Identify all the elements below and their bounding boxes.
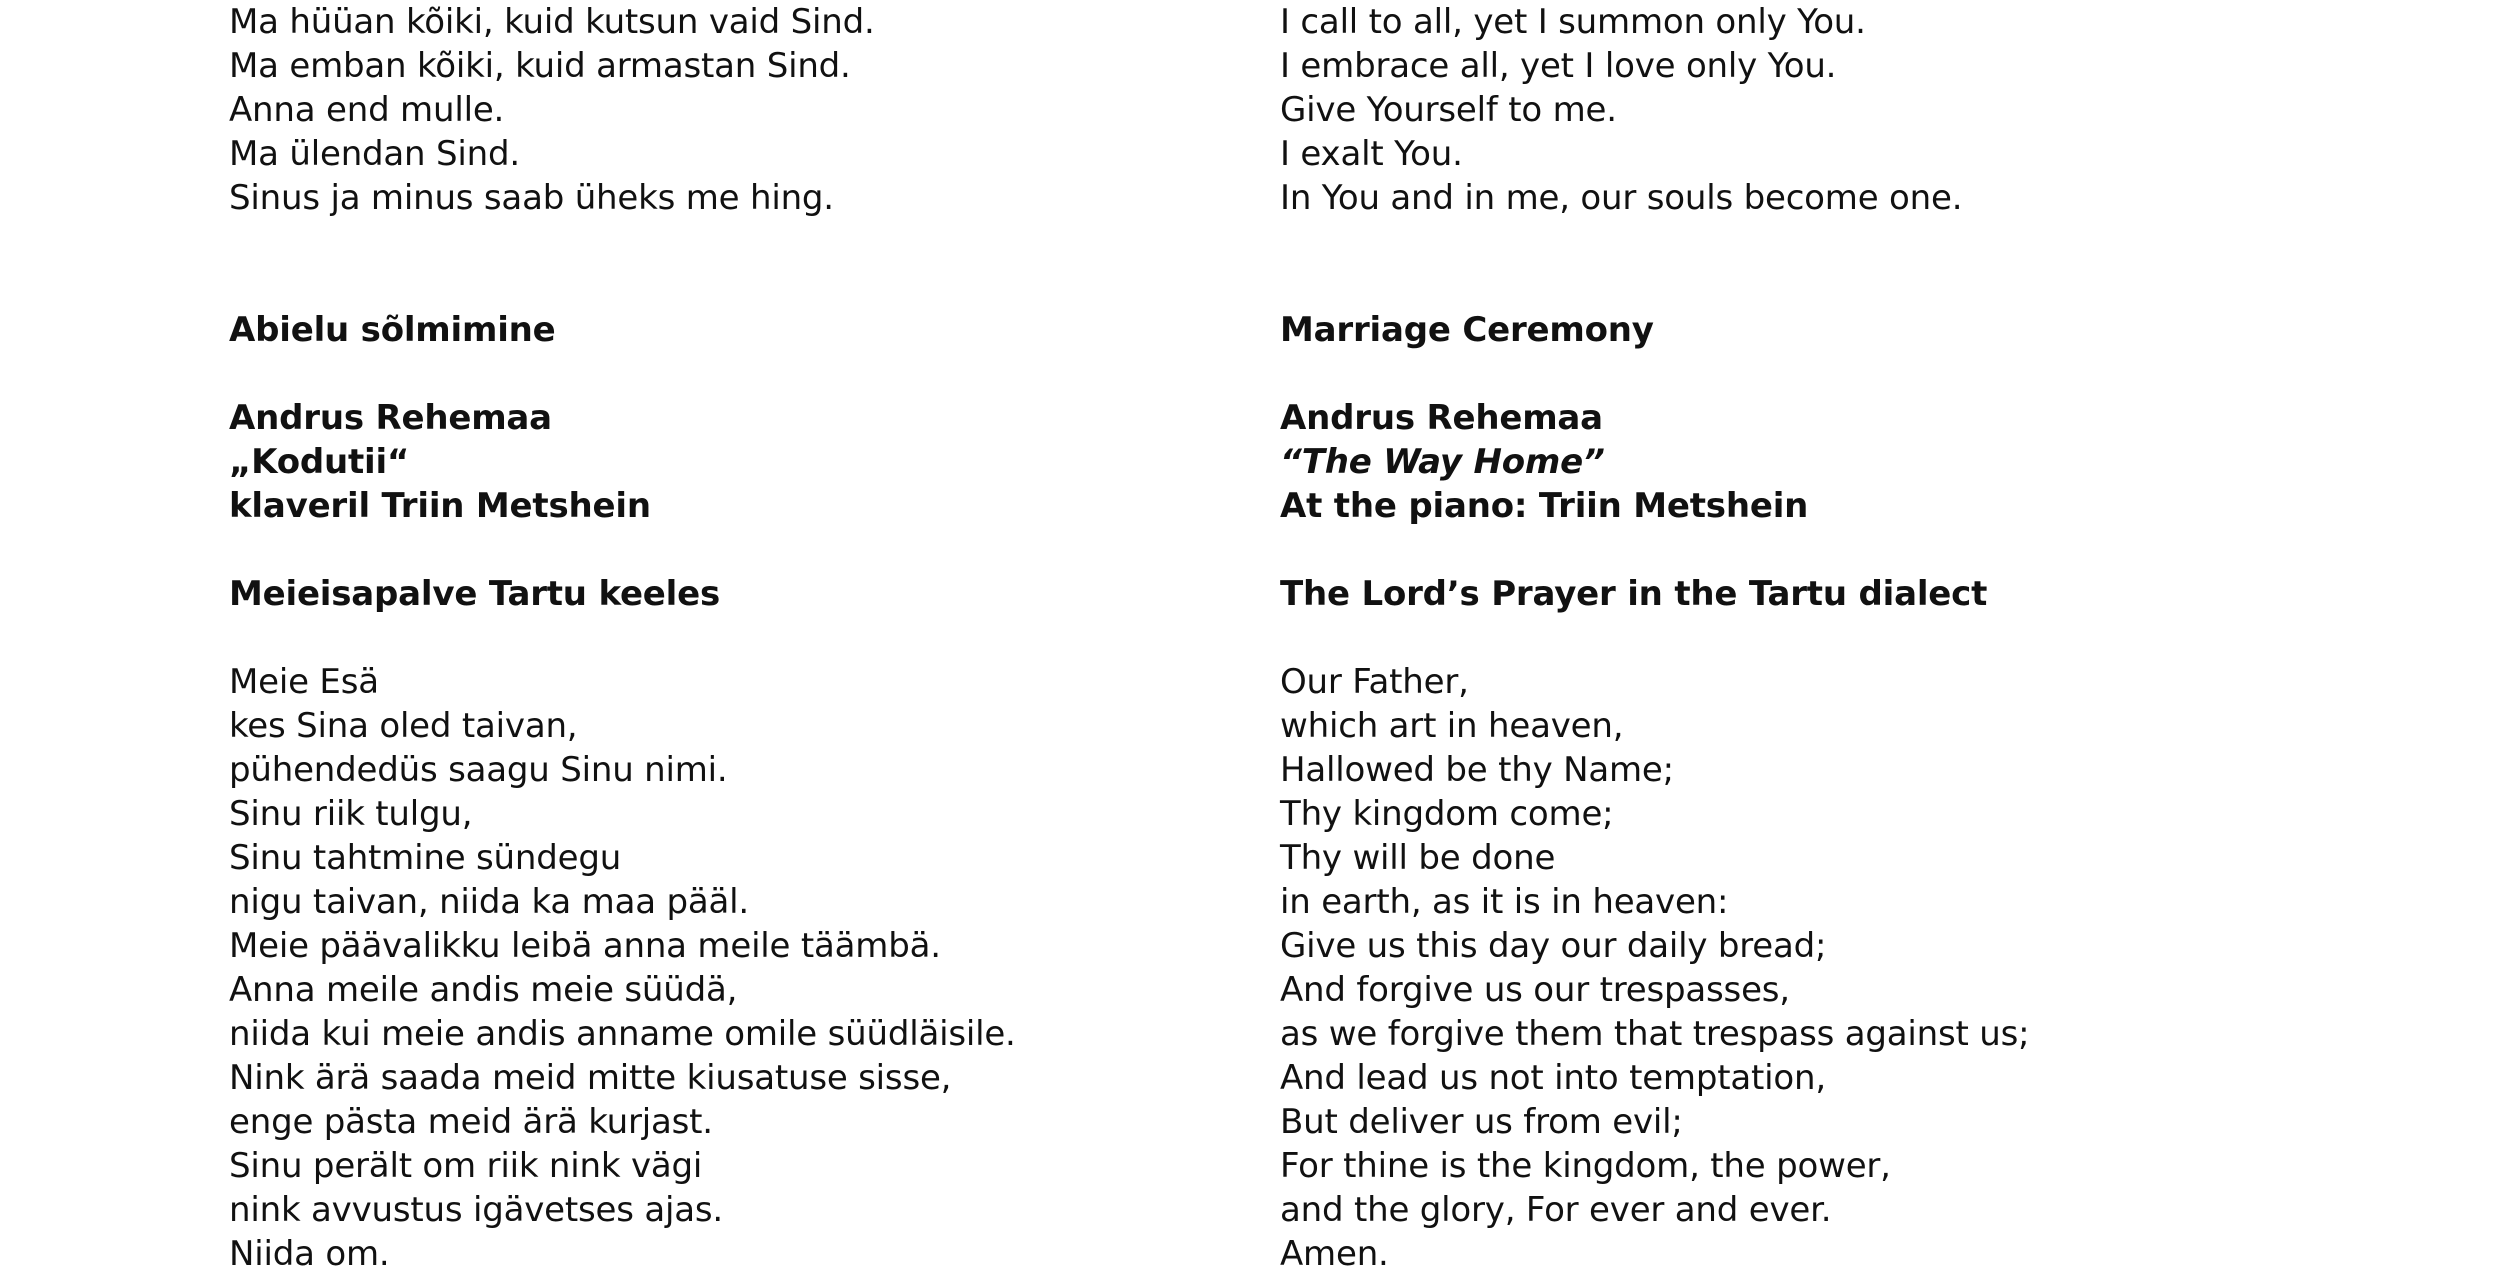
english-column	[1280, 0, 2280, 1276]
spacer	[229, 616, 1229, 660]
prayer-line: pühendedüs saagu Sinu nimi.	[229, 750, 728, 790]
prayer-line: For thine is the kingdom, the power,	[1280, 1146, 1891, 1186]
performer-credit: At the piano: Triin Metshein	[1280, 486, 1809, 526]
prayer-line: which art in heaven,	[1280, 706, 1624, 746]
verse-line: Give Yourself to me.	[1280, 90, 1617, 130]
prayer-text	[229, 660, 1229, 1276]
verse-line: I call to all, yet I summon only You.	[1280, 2, 1866, 42]
performer-credit: klaveril Triin Metshein	[229, 486, 651, 526]
prayer-line: enge pästa meid ärä kurjast.	[229, 1102, 713, 1142]
prayer-text	[1280, 660, 2280, 1276]
prayer-line: niida kui meie andis anname omile süüdläisile.	[229, 1014, 1016, 1054]
prayer-line: Amen.	[1280, 1234, 1389, 1274]
prayer-line: Thy will be done	[1280, 838, 1556, 878]
prayer-line: Sinu tahtmine sündegu	[229, 838, 622, 878]
composer-name: Andrus Rehemaa	[229, 398, 552, 438]
verse-line: I embrace all, yet I love only You.	[1280, 46, 1837, 86]
estonian-column	[229, 0, 1229, 1276]
verse-line: Ma emban kõiki, kuid armastan Sind.	[229, 46, 851, 86]
prayer-line: Anna meile andis meie süüdä,	[229, 970, 738, 1010]
prayer-line: Hallowed be thy Name;	[1280, 750, 1674, 790]
prayer-line: Meie Esä	[229, 662, 379, 702]
piece-title: “The Way Home”	[1280, 442, 1605, 482]
spacer	[1280, 528, 2280, 572]
prayer-line: But deliver us from evil;	[1280, 1102, 1683, 1142]
prayer-line: And lead us not into temptation,	[1280, 1058, 1826, 1098]
verse-line: Sinus ja minus saab üheks me hing.	[229, 178, 834, 218]
prayer-line: nink avvustus igävetses ajas.	[229, 1190, 724, 1230]
intro-verse	[1280, 0, 2280, 220]
spacer	[1280, 352, 2280, 396]
prayer-line: kes Sina oled taivan,	[229, 706, 578, 746]
prayer-line: Niida om.	[229, 1234, 390, 1274]
spacer	[1280, 616, 2280, 660]
prayer-heading: The Lord’s Prayer in the Tartu dialect	[1280, 574, 1988, 614]
prayer-line: Sinu perält om riik nink vägi	[229, 1146, 703, 1186]
spacer	[229, 528, 1229, 572]
verse-line: Ma ülendan Sind.	[229, 134, 520, 174]
verse-line: In You and in me, our souls become one.	[1280, 178, 1963, 218]
ceremony-heading: Marriage Ceremony	[1280, 310, 1654, 350]
verse-line: Anna end mulle.	[229, 90, 505, 130]
composer-name: Andrus Rehemaa	[1280, 398, 1603, 438]
spacer	[229, 352, 1229, 396]
spacer	[229, 220, 1229, 308]
prayer-line: Thy kingdom come;	[1280, 794, 1614, 834]
prayer-line: And forgive us our trespasses,	[1280, 970, 1790, 1010]
prayer-line: Our Father,	[1280, 662, 1469, 702]
prayer-line: in earth, as it is in heaven:	[1280, 882, 1729, 922]
prayer-line: as we forgive them that trespass against us;	[1280, 1014, 2030, 1054]
prayer-line: and the glory, For ever and ever.	[1280, 1190, 1832, 1230]
prayer-line: Nink ärä saada meid mitte kiusatuse sisse,	[229, 1058, 952, 1098]
intro-verse	[229, 0, 1229, 220]
ceremony-heading: Abielu sõlmimine	[229, 310, 556, 350]
prayer-line: Give us this day our daily bread;	[1280, 926, 1827, 966]
prayer-heading: Meieisapalve Tartu keeles	[229, 574, 721, 614]
prayer-line: nigu taivan, niida ka maa pääl.	[229, 882, 749, 922]
piece-title: „Kodutii“	[229, 442, 410, 482]
verse-line: Ma hüüan kõiki, kuid kutsun vaid Sind.	[229, 2, 875, 42]
prayer-line: Meie päävalikku leibä anna meile täämbä.	[229, 926, 941, 966]
verse-line: I exalt You.	[1280, 134, 1463, 174]
prayer-line: Sinu riik tulgu,	[229, 794, 473, 834]
spacer	[1280, 220, 2280, 308]
